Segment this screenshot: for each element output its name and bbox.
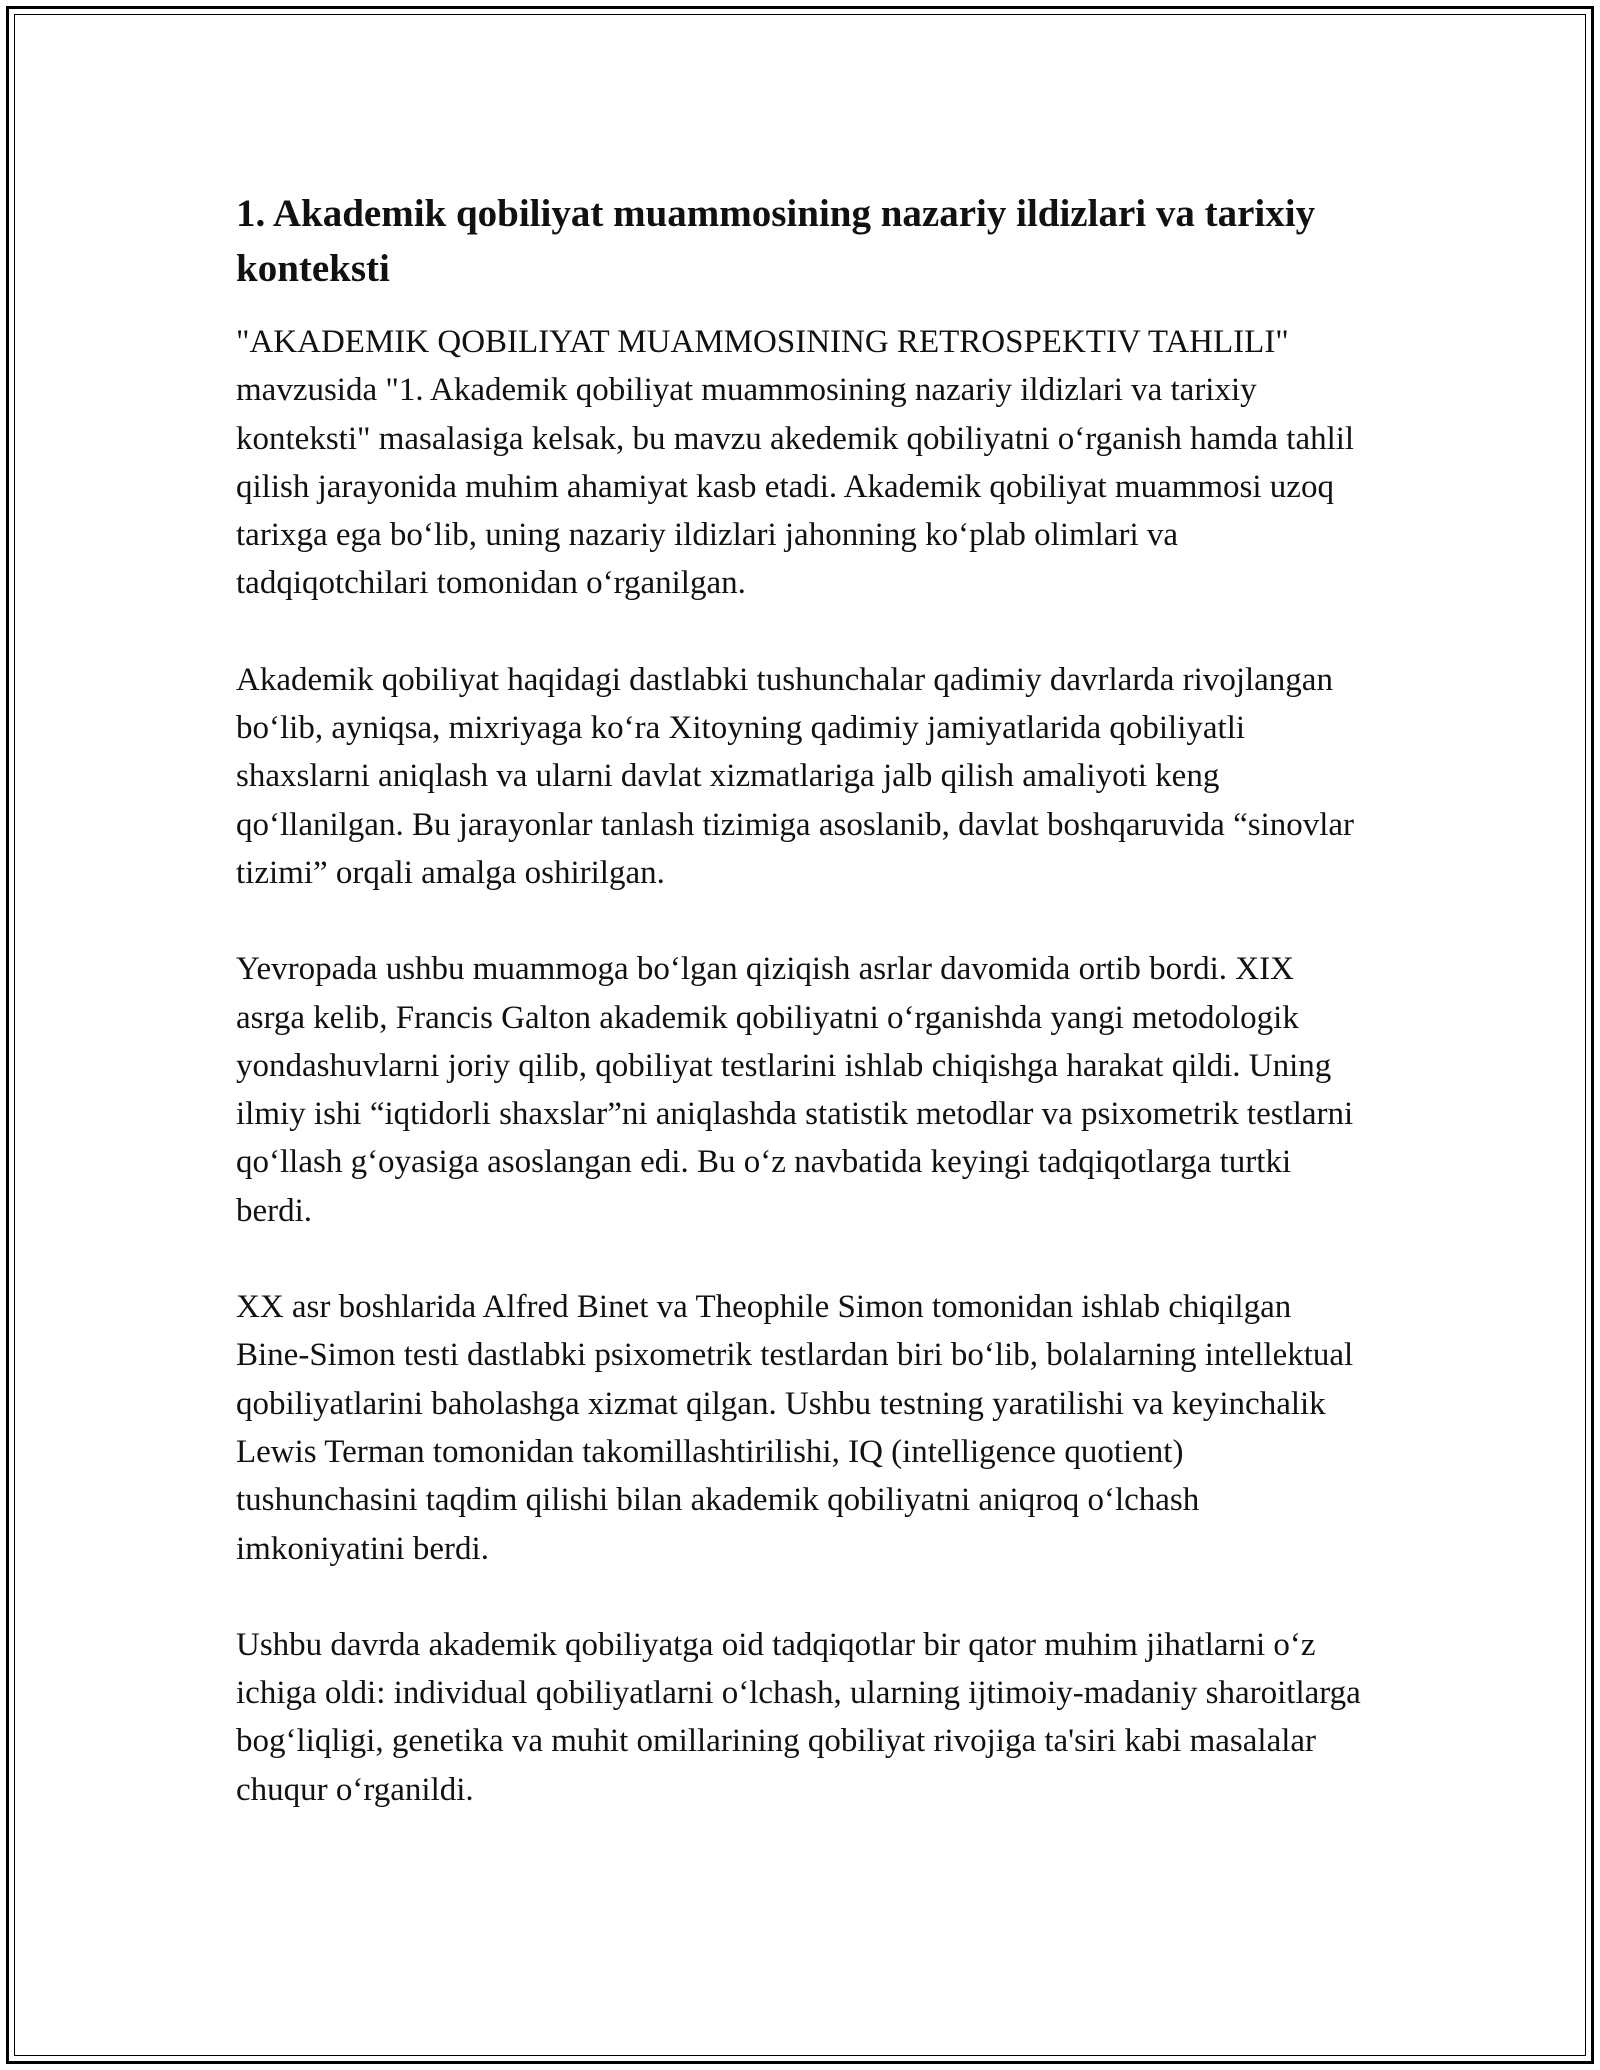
paragraph-1: "AKADEMIK QOBILIYAT MUAMMOSINING RETROSPEKTIV TAHLILI" mavzusida "1. Akademik qobiliyat muammosining nazariy ildizlari va tarixiy konteksti" masalasiga kelsak, bu mavzu akedemik qobiliyatni o‘rganish hamda tahlil qilish jarayonida muhim ahamiyat kasb etadi. Akademik qobiliyat muammosi uzoq tarixga ega bo‘lib, uning nazariy ildizlari jahonning ko‘plab olimlari va tadqiqotchilari tomonidan o‘rganilgan. [236,324,1355,602]
paragraph-5: Ushbu davrda akademik qobiliyatga oid tadqiqotlar bir qator muhim jihatlarni o‘z ichiga oldi: individual qobiliyatlarni o‘lchash, ularning ijtimoiy-madaniy sharoitlarga bog‘liqligi, genetika va muhit omillarining qobiliyat rivojiga ta'siri kabi masalalar chuqur o‘rganildi. [236,1626,1361,1808]
paragraph-2: Akademik qobiliyat haqidagi dastlabki tushunchalar qadimiy davrlarda rivojlangan bo‘lib, ayniqsa, mixriyaga ko‘ra Xitoyning qadimiy jamiyatlarida qobiliyatli shaxslarni aniqlash va ularni davlat xizmatlariga jalb qilish amaliyoti keng qo‘llanilgan. Bu jarayonlar tanlash tizimiga asoslanib, davlat boshqaruvida “sinovlar tizimi” orqali amalga oshirilgan. [236,661,1355,891]
paragraph-4: XX asr boshlarida Alfred Binet va Theophile Simon tomonidan ishlab chiqilgan Bine-Simon testi dastlabki psixometrik testlardan biri bo‘lib, bolalarning intellektual qobiliyatlarini baholashga xizmat qilgan. Ushbu testning yaratilishi va keyinchalik Lewis Terman tomonidan takomillashtirilishi, IQ (intelligence quotient) tushunchasini taqdim qilishi bilan akademik qobiliyatni aniqroq o‘lchash imkoniyatini berdi. [236,1289,1354,1567]
document-body [236,186,1366,1862]
section-heading: 1. Akademik qobiliyat muammosining nazariy ildizlari va tarixiy konteksti [236,192,1316,290]
paragraph-3: Yevropada ushbu muammoga bo‘lgan qiziqish asrlar davomida ortib bordi. XIX asrga kelib, Francis Galton akademik qobiliyatni o‘rganishda yangi metodologik yondashuvlarni joriy qilib, qobiliyat testlarini ishlab chiqishga harakat qildi. Uning ilmiy ishi “iqtidorli shaxslar”ni aniqlashda statistik metodlar va psixometrik testlarni qo‘llash g‘oyasiga asoslangan edi. Bu o‘z navbatida keyingi tadqiqotlarga turtki berdi. [236,951,1354,1229]
